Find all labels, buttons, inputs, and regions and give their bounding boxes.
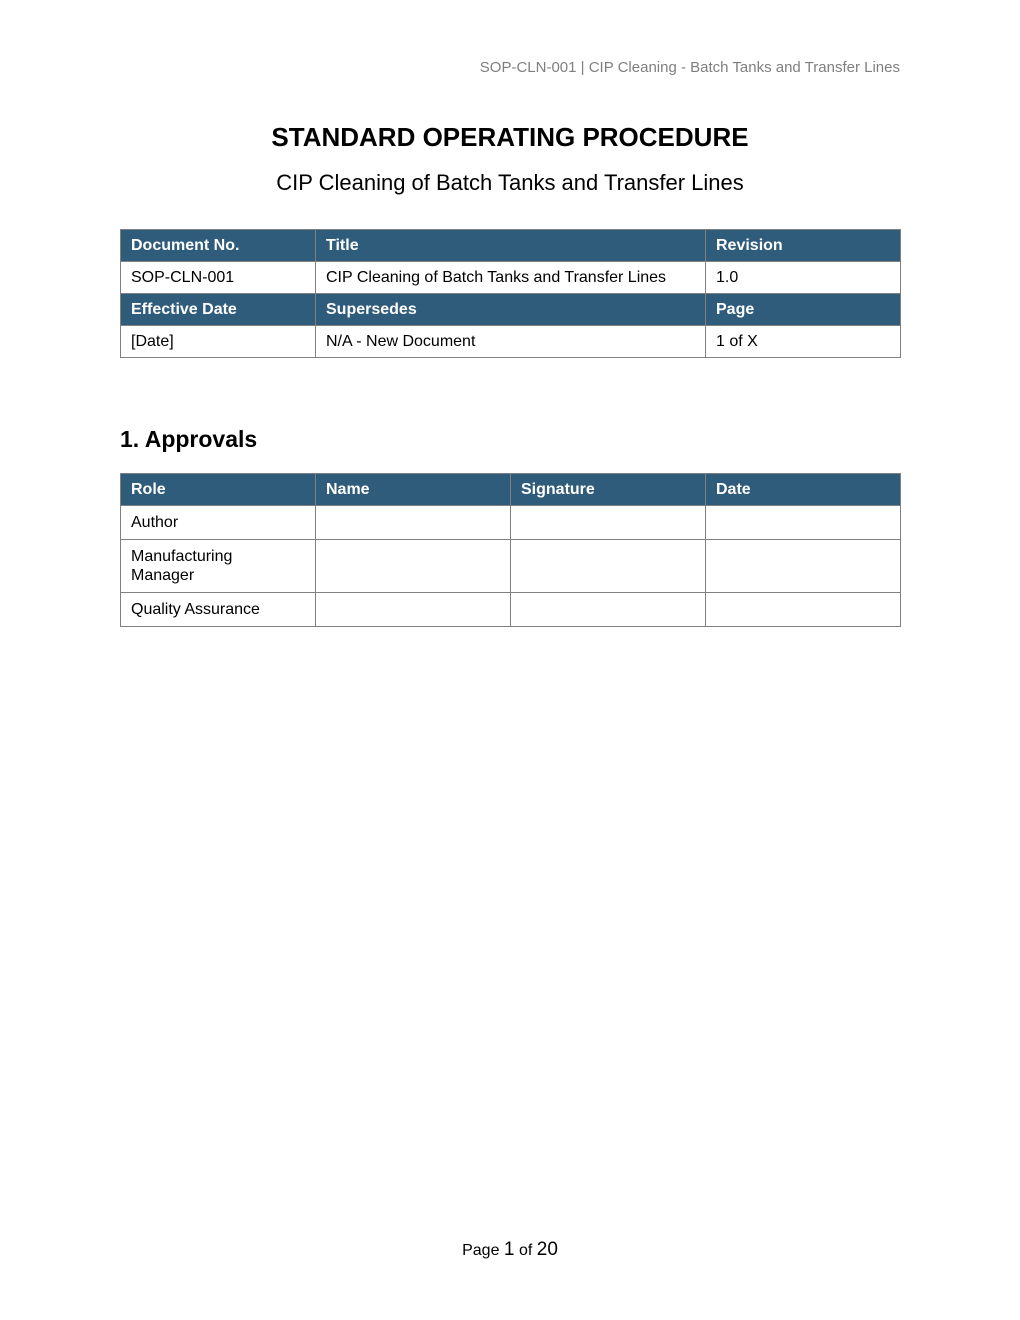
date-cell: [706, 593, 901, 627]
approvals-header-role: Role: [121, 474, 316, 506]
role-cell: Manufacturing Manager: [121, 540, 316, 593]
footer-page-label: Page: [462, 1242, 500, 1259]
approvals-section-heading: 1. Approvals: [120, 426, 258, 452]
document-title: STANDARD OPERATING PROCEDURE: [271, 122, 749, 152]
doc-info-title-value: CIP Cleaning of Batch Tanks and Transfer Lines: [316, 262, 706, 294]
approvals-row-quality-assurance: [121, 593, 901, 627]
approvals-row-author: [121, 506, 901, 540]
signature-cell: [511, 540, 706, 593]
doc-info-header-row-1: [121, 230, 901, 262]
date-cell: [706, 506, 901, 540]
approvals-table: [120, 473, 901, 627]
footer-page-number: 1: [503, 1239, 515, 1260]
date-cell: [706, 540, 901, 593]
document-subtitle: CIP Cleaning of Batch Tanks and Transfer Lines: [276, 170, 744, 195]
doc-info-header-effective-date: Effective Date: [121, 294, 316, 326]
doc-info-header-title: Title: [316, 230, 706, 262]
footer-page-total: 20: [536, 1239, 558, 1260]
role-cell: Quality Assurance: [121, 593, 316, 627]
approvals-header-row: [121, 474, 901, 506]
approvals-header-name: Name: [316, 474, 511, 506]
page-footer: [0, 1239, 1020, 1262]
running-header: SOP-CLN-001 | CIP Cleaning - Batch Tanks and Transfer Lines: [479, 59, 900, 76]
approvals-header-signature: Signature: [511, 474, 706, 506]
name-cell: [316, 506, 511, 540]
signature-cell: [511, 593, 706, 627]
doc-info-header-page: Page: [706, 294, 901, 326]
name-cell: [316, 540, 511, 593]
doc-info-header-row-2: [121, 294, 901, 326]
doc-info-data-row-2: [121, 326, 901, 358]
doc-info-data-row-1: [121, 262, 901, 294]
doc-info-header-supersedes: Supersedes: [316, 294, 706, 326]
role-cell: Author: [121, 506, 316, 540]
doc-info-supersedes-value: N/A - New Document: [316, 326, 706, 358]
signature-cell: [511, 506, 706, 540]
doc-info-document-no-value: SOP-CLN-001: [121, 262, 316, 294]
doc-info-page-value: 1 of X: [706, 326, 901, 358]
approvals-row-manufacturing-manager: [121, 540, 901, 593]
doc-info-header-revision: Revision: [706, 230, 901, 262]
doc-info-header-document-no: Document No.: [121, 230, 316, 262]
doc-info-revision-value: 1.0: [706, 262, 901, 294]
footer-of-label: of: [518, 1242, 533, 1259]
document-info-table: [120, 229, 901, 358]
doc-info-effective-date-value: [Date]: [121, 326, 316, 358]
name-cell: [316, 593, 511, 627]
page-content: [0, 0, 1020, 627]
approvals-header-date: Date: [706, 474, 901, 506]
